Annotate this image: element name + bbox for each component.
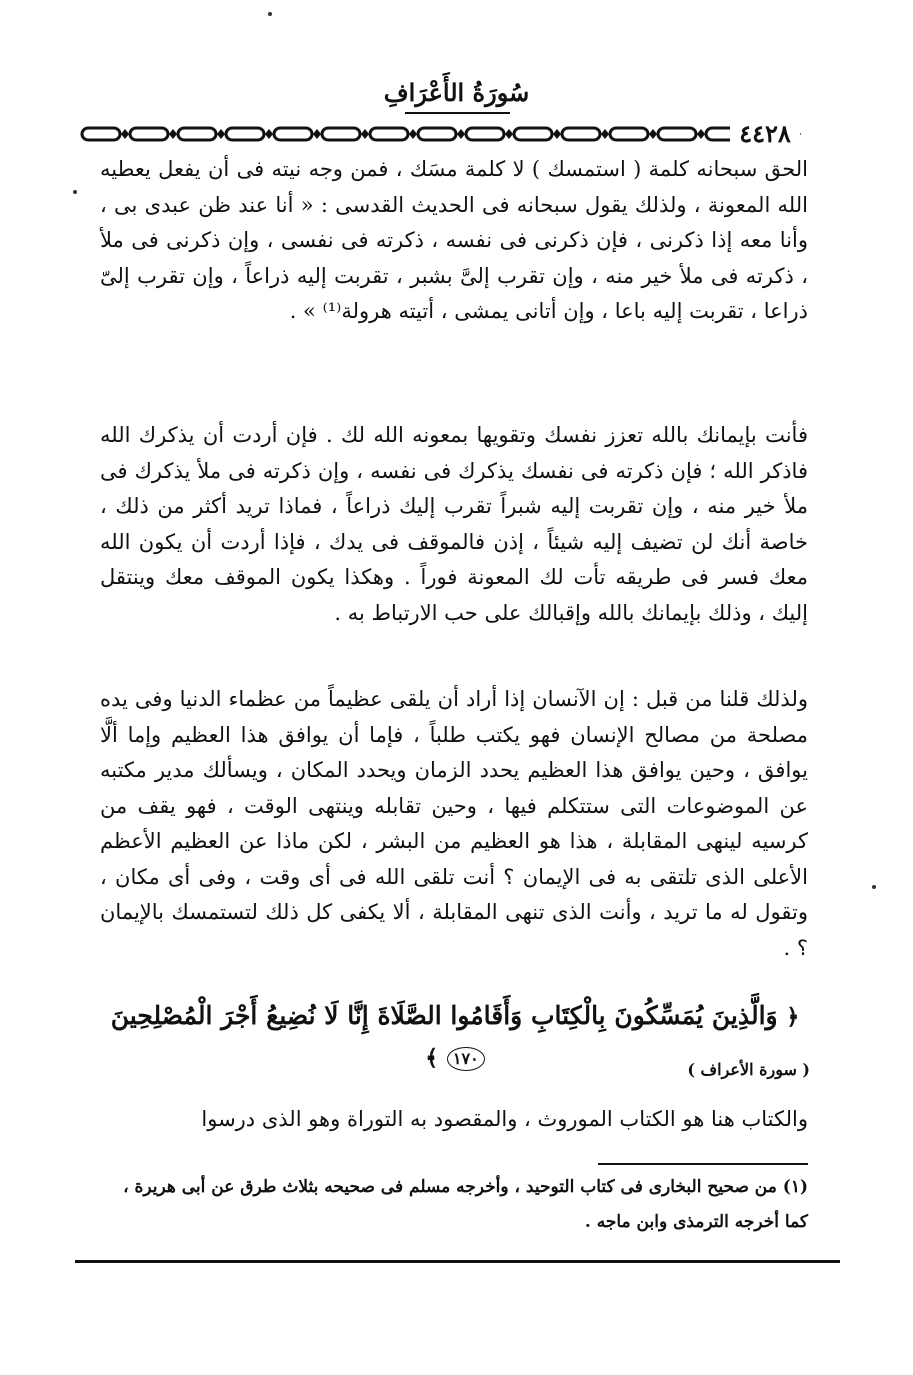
ornament-border [78,124,840,144]
chain-link [274,128,312,140]
footnote [100,1170,808,1240]
chain-diamond [217,129,225,139]
paragraph-meeting [100,682,808,966]
footnote-line: (١) من صحيح البخارى فى كتاب التوحيد ، وأخرجه مسلم فى صحيحه بثلاث طرق عن أبى هريرة ، [123,1177,808,1197]
paragraph-remembrance [100,418,808,631]
scan-speck [73,190,77,194]
ornament-chain-icon [78,124,840,144]
chain-diamond [553,129,561,139]
chain-diamond [169,129,177,139]
chain-diamond [265,129,273,139]
chain-link [226,128,264,140]
paragraph-hadith [100,152,808,330]
title-underline [405,112,510,114]
scan-speck [268,12,272,16]
chain-diamond [649,129,657,139]
chain-link [370,128,408,140]
chain-diamond [409,129,417,139]
chain-link [562,128,600,140]
chain-link [322,128,360,140]
paragraph-book [100,1102,808,1138]
bottom-rule [75,1260,840,1263]
paragraph-text: الحق سبحانه كلمة ( استمسك ) لا كلمة مسَك ، فمن وجه نيته فى أن يفعل يعطيه الله المعونة ، ولذلك يقول سبحانه فى الحديث القدسى : « أنا عند ظن عبدى بى ، وأنا معه إذا ذكرنى ، فإن ذكرنى فى نفسه ، ذكرته فى نفسى ، وإن ذكرنى فى ملأ ، ذكرته فى ملأ خير منه ، وإن تقرب إلىَّ بشبر ، تقربت إليه ذراعاً ، وإن تقرب إلىّ ذراعا ، تقربت إليه باعا ، وإن أتانى يمشى ، أتيته هرولة⁽¹⁾ » . [100,157,808,323]
chain-link [658,128,696,140]
chain-link [418,128,456,140]
surah-title: سُورَةُ الأَعْرَافِ [383,78,530,107]
chain-diamond [697,129,705,139]
chain-diamond [313,129,321,139]
chain-link [82,128,120,140]
chain-link [178,128,216,140]
chain-diamond [361,129,369,139]
chain-link [610,128,648,140]
chain-diamond [505,129,513,139]
paragraph-text: ولذلك قلنا من قبل : إن الآنسان إذا أراد أن يلقى عظيماً من عظماء الدنيا وفى يده مصلحة من مصالح الإنسان فهو يكتب طلباً ، فإما أن يوافق هذا العظيم وإما ألَّا يوافق ، وحين يوافق هذا العظيم يحدد الزمان ويحدد المكان ، ويسألك مدير مكتبه عن الموضوعات التى ستتكلم فيها ، وحين تقابله وينتهى الوقت ، فهو يقف من كرسيه لينهى المقابلة ، هذا هو العظيم من البشر ، لكن ماذا عن العظيم الأعظم الأعلى الذى تلتقى به فى الإيمان ؟ أنت تلقى الله فى أى وقت ، وفى أى مكان ، وتقول له ما تريد ، وأنت الذى تنهى المقابلة ، ألا يكفى كل ذلك لتستمسك بالإيمان ؟ . [100,687,808,960]
paragraph-text: فأنت بإيمانك بالله تعزز نفسك وتقويها بمعونه الله لك . فإن أردت أن يذكرك الله فاذكر الله ؛ فإن ذكرته فى نفسك يذكرك فى نفسه ، وإن ذكرته فى ملأ يذكرك فى ملأ خير منه ، وإن تقربت إليه شبراً تقرب إليك ذراعاً ، فماذا تريد أكثر من ذلك ، خاصة أنك لن تضيف إليه شيئاً ، إذن فالموقف فى يدك ، فإذا أردت أن يكون الله معك فسر فى طريقه تأت لك المعونة فوراً . وهكذا يكون الموقف معك وينتقل إليك ، وذلك بإيمانك بالله وإقبالك على حب الارتباط به . [100,423,808,625]
verse-open-bracket: ﴿ [786,1004,800,1030]
scan-speck [872,885,876,889]
surah-reference: ( سورة الأعراف ) [687,1060,810,1079]
verse-number-badge: ١٧٠ [447,1047,485,1071]
footnote-divider [598,1163,808,1165]
verse-text: وَالَّذِينَ يُمَسِّكُونَ بِالْكِتَابِ وَأَقَامُوا الصَّلَاةَ إِنَّا لَا نُضِيعُ أَجْرَ الْمُصْلِحِينَ [110,1001,778,1030]
chain-link [130,128,168,140]
chain-link [466,128,504,140]
verse-close-bracket: ﴾ [425,1045,439,1071]
chain-diamond [457,129,465,139]
footnote-line: كما أخرجه الترمذى وابن ماجه . [584,1212,808,1232]
chain-diamond [601,129,609,139]
paragraph-text: والكتاب هنا هو الكتاب الموروث ، والمقصود به التوراة وهو الذى درسوا [201,1107,808,1131]
page-number: ٤٤٢٨ [730,120,800,148]
chain-diamond [121,129,129,139]
chain-link [514,128,552,140]
